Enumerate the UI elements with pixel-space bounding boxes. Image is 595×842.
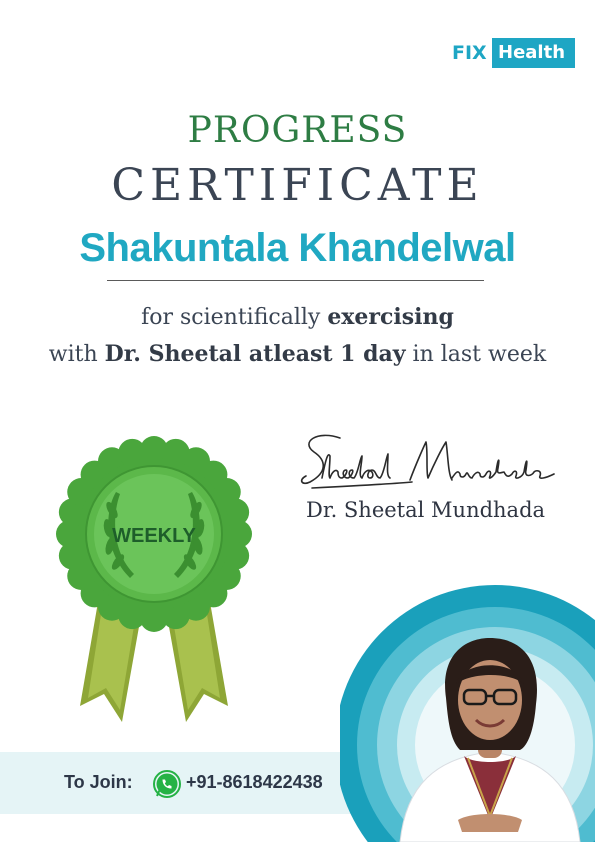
weekly-badge <box>50 432 258 732</box>
reason-line-1 <box>0 304 595 330</box>
recipient-underline <box>107 280 484 281</box>
certificate-title-certificate: CERTIFICATE <box>111 160 484 211</box>
signature-image <box>292 428 562 504</box>
join-label: To Join: <box>64 772 133 792</box>
badge-label: WEEKLY <box>112 525 196 547</box>
logo-fix-text: FIX <box>452 42 487 64</box>
logo-health-text: Health <box>492 38 575 68</box>
doctor-portrait <box>340 580 595 842</box>
reason-line-2-bold: Dr. Sheetal atleast 1 day <box>104 341 406 367</box>
whatsapp-icon[interactable] <box>152 769 182 799</box>
phone-number[interactable]: +91-8618422438 <box>186 772 323 792</box>
recipient-name: Shakuntala Khandelwal <box>79 226 516 270</box>
reason-line-1-bold: exercising <box>327 304 454 330</box>
reason-line-1-text: for scientifically <box>141 305 328 330</box>
reason-line-2 <box>0 341 595 367</box>
reason-line-2-prefix: with <box>48 342 105 367</box>
doctor-printed-name: Dr. Sheetal Mundhada <box>306 498 546 522</box>
fixhealth-logo <box>452 38 575 68</box>
reason-line-2-suffix: in last week <box>405 342 547 367</box>
certificate-title-progress: PROGRESS <box>187 110 408 151</box>
